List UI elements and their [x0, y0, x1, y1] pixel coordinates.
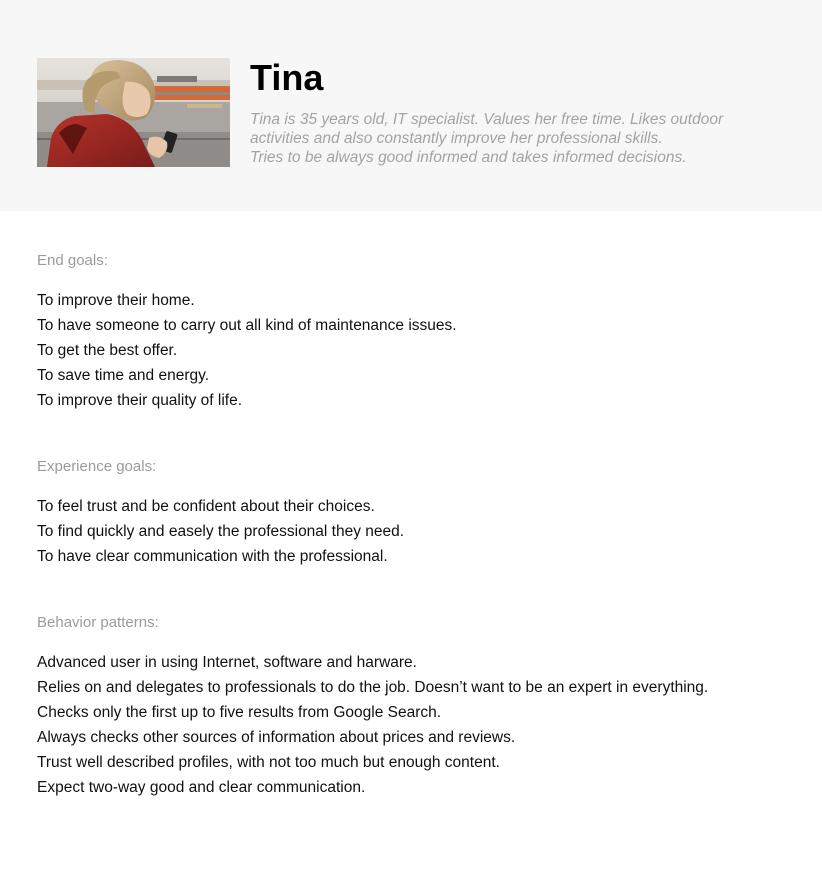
list-item: To feel trust and be confident about their choices. — [37, 498, 375, 515]
persona-header — [0, 0, 822, 211]
section-behavior-patterns — [37, 613, 797, 800]
experience-goals-list — [37, 494, 797, 569]
list-item: To improve their home. — [37, 292, 195, 309]
list-item: To have clear communication with the professional. — [37, 548, 388, 565]
list-item: To get the best offer. — [37, 342, 178, 359]
persona-bio — [250, 110, 770, 167]
list-item: Expect two-way good and clear communication. — [37, 779, 366, 796]
bio-line: Tries to be always good informed and takes informed decisions. — [250, 149, 687, 166]
list-item: Relies on and delegates to professionals to do the job. Doesn’t want to be an expert in everything. — [37, 679, 709, 696]
section-title-experience-goals: Experience goals: — [37, 458, 157, 475]
list-item: To save time and energy. — [37, 367, 210, 384]
bio-line: activities and also constantly improve her professional skills. — [250, 130, 663, 147]
section-title-behavior-patterns: Behavior patterns: — [37, 614, 159, 631]
list-item: Advanced user in using Internet, software and harware. — [37, 654, 417, 671]
list-item: Checks only the first up to five results from Google Search. — [37, 704, 442, 721]
list-item: To have someone to carry out all kind of maintenance issues. — [37, 317, 457, 334]
section-end-goals — [37, 251, 797, 413]
persona-photo — [37, 58, 230, 167]
persona-name: Tina — [250, 57, 324, 98]
list-item: To find quickly and easely the professional they need. — [37, 523, 405, 540]
list-item: To improve their quality of life. — [37, 392, 243, 409]
bio-line: Tina is 35 years old, IT specialist. Values her free time. Likes outdoor — [250, 111, 724, 128]
behavior-patterns-list — [37, 650, 797, 800]
section-experience-goals — [37, 457, 797, 569]
list-item: Always checks other sources of information about prices and reviews. — [37, 729, 516, 746]
end-goals-list — [37, 288, 797, 413]
list-item: Trust well described profiles, with not too much but enough content. — [37, 754, 500, 771]
section-title-end-goals: End goals: — [37, 252, 108, 269]
